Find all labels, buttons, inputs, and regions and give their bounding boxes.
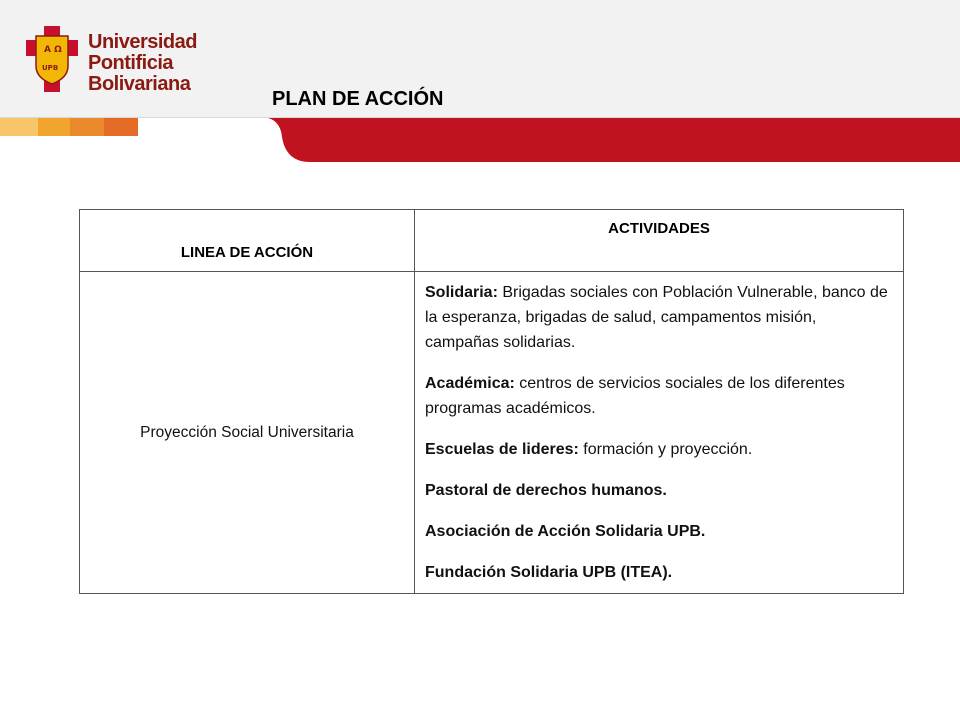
cell-actividades bbox=[415, 272, 904, 594]
activity-item bbox=[425, 371, 893, 421]
activity-text: formación y proyección. bbox=[578, 441, 753, 458]
emblem-letters-bottom: UPB bbox=[42, 64, 59, 72]
activity-item bbox=[425, 437, 893, 462]
action-plan-table bbox=[79, 209, 904, 594]
table-row bbox=[80, 272, 904, 594]
logo-line-1: Universidad bbox=[88, 31, 197, 53]
activity-label: Fundación Solidaria UPB (ITEA). bbox=[425, 564, 673, 581]
header-linea: LINEA DE ACCIÓN bbox=[80, 210, 415, 272]
header-actividades: ACTIVIDADES bbox=[415, 210, 904, 272]
logo-wordmark bbox=[88, 32, 197, 95]
activity-text: centros de servicios sociales de los diferentes programas académicos. bbox=[425, 375, 845, 417]
shield-emblem-icon bbox=[22, 26, 82, 92]
cell-linea: Proyección Social Universitaria bbox=[80, 272, 415, 594]
activity-label: Académica: bbox=[425, 375, 515, 392]
activity-label: Escuelas de lideres: bbox=[425, 441, 579, 458]
activity-item bbox=[425, 280, 893, 355]
activity-label: Pastoral de derechos humanos. bbox=[425, 482, 667, 499]
logo-line-3: Bolivariana bbox=[88, 73, 191, 95]
activity-item bbox=[425, 560, 893, 585]
activity-item bbox=[425, 519, 893, 544]
logo-line-2: Pontificia bbox=[88, 52, 174, 74]
activity-text: Brigadas sociales con Población Vulnerable, banco de la esperanza, brigadas de salud, campamentos misión, campañas solidarias. bbox=[425, 284, 888, 351]
page-title: PLAN DE ACCIÓN bbox=[272, 88, 444, 110]
activity-item bbox=[425, 478, 893, 503]
activity-label: Asociación de Acción Solidaria UPB. bbox=[425, 523, 706, 540]
activity-label: Solidaria: bbox=[425, 284, 498, 301]
table-header-row bbox=[80, 210, 904, 272]
emblem-letters-top: A Ω bbox=[44, 45, 62, 55]
header-color-band bbox=[0, 112, 960, 172]
